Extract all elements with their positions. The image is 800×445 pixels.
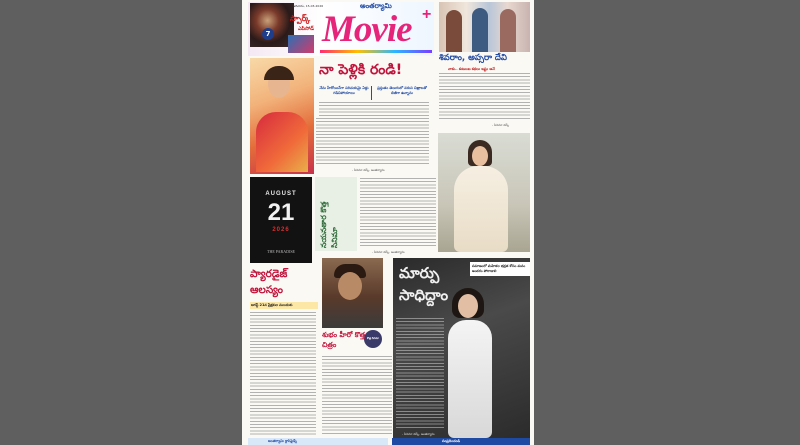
lead-headline: నా పెళ్లికి రండి! [319, 62, 403, 78]
supplement-name: అంతర్యామి [360, 2, 392, 10]
heroine-vertical-title: నయనతార కొత్త సినిమా [319, 201, 339, 248]
heroine-credit: - సినిమా డెస్క్, అంతర్యామి [372, 250, 405, 254]
hero-badge: కొత్త సినిమా [364, 330, 382, 348]
top-right-credit: - సినిమా డెస్క్ [492, 123, 510, 127]
footer-ad-right: సంప్రదించండి [392, 438, 530, 445]
heroine-body-text [360, 178, 436, 248]
promo-tile [288, 35, 314, 53]
quote-divider [371, 86, 372, 100]
poster-year: 2026 [272, 227, 290, 233]
lead-quote-right: ప్రస్తుతం తెలుగులో వరుస చిత్రాలతో బిజీగా ఉన్నాను [377, 86, 427, 95]
marpu-headline: మార్పు సాధిద్దాం [399, 264, 449, 304]
hero-headline: శుభం హీరో కొత్త చిత్రం [322, 331, 366, 349]
paradise-headline: ప్యారడైజ్ ఆలస్యం [250, 268, 288, 296]
marpu-credit: - సినిమా డెస్క్, అంతర్యామి [402, 432, 435, 436]
marpu-quote: సమాజంలో మహిళల భద్రత కోసం మనం అందరం పోరాడాలి [470, 262, 530, 276]
promo-subtitle: ఎపిసోడ్ [298, 26, 314, 32]
right-actress-dress [454, 166, 508, 252]
lead-quote-left: నేను హీరోయిన్‌గా పరిచయమై ఏళ్లు గడిచిపోయాయి [319, 86, 369, 95]
paradise-poster [250, 177, 312, 263]
lead-body-text-top [319, 102, 429, 116]
lead-body-text [316, 118, 429, 164]
promo-title: స్పార్క్ [290, 14, 311, 23]
masthead [248, 2, 434, 56]
logo-plus-icon: + [422, 6, 432, 23]
lead-photo-saree [256, 112, 308, 172]
logo-underline [320, 50, 432, 53]
photo-figure-3 [500, 9, 516, 52]
paradise-tag: ఆగస్ట్ 21న ప్రేక్షకుల ముందుకు [250, 302, 318, 309]
paradise-body-text [250, 312, 316, 436]
masthead-logo: Movie [322, 9, 412, 50]
photo-figure-2 [472, 8, 488, 52]
poster-title: THE PARADISE [267, 249, 295, 254]
hero-body-text [322, 356, 392, 436]
poster-day: 21 [267, 199, 295, 226]
page-number-badge: 7 [262, 28, 274, 40]
top-right-subhead: నాకు.. కుటుంబ కథలు ఇష్టం అనే [448, 67, 495, 71]
photo-figure-1 [446, 10, 462, 52]
marpu-model-dress [448, 320, 492, 438]
issue-date: ఆదివారం, 15-03-2026 [292, 4, 324, 8]
hero-photo-face [338, 272, 362, 300]
top-right-headline: శివరాం, అప్సరా దేవి [439, 53, 507, 63]
marpu-body-text [396, 318, 444, 428]
newspaper-page [242, 0, 534, 445]
right-actress-face [472, 146, 488, 166]
top-right-body-text [439, 73, 530, 120]
lead-credit: - సినిమా డెస్క్, అంతర్యామి [352, 168, 385, 172]
marpu-model-face [458, 294, 478, 318]
poster-month: AUGUST [265, 191, 297, 197]
footer-ad-left: అంతర్యామి క్లాసిఫైడ్స్ [248, 438, 388, 445]
